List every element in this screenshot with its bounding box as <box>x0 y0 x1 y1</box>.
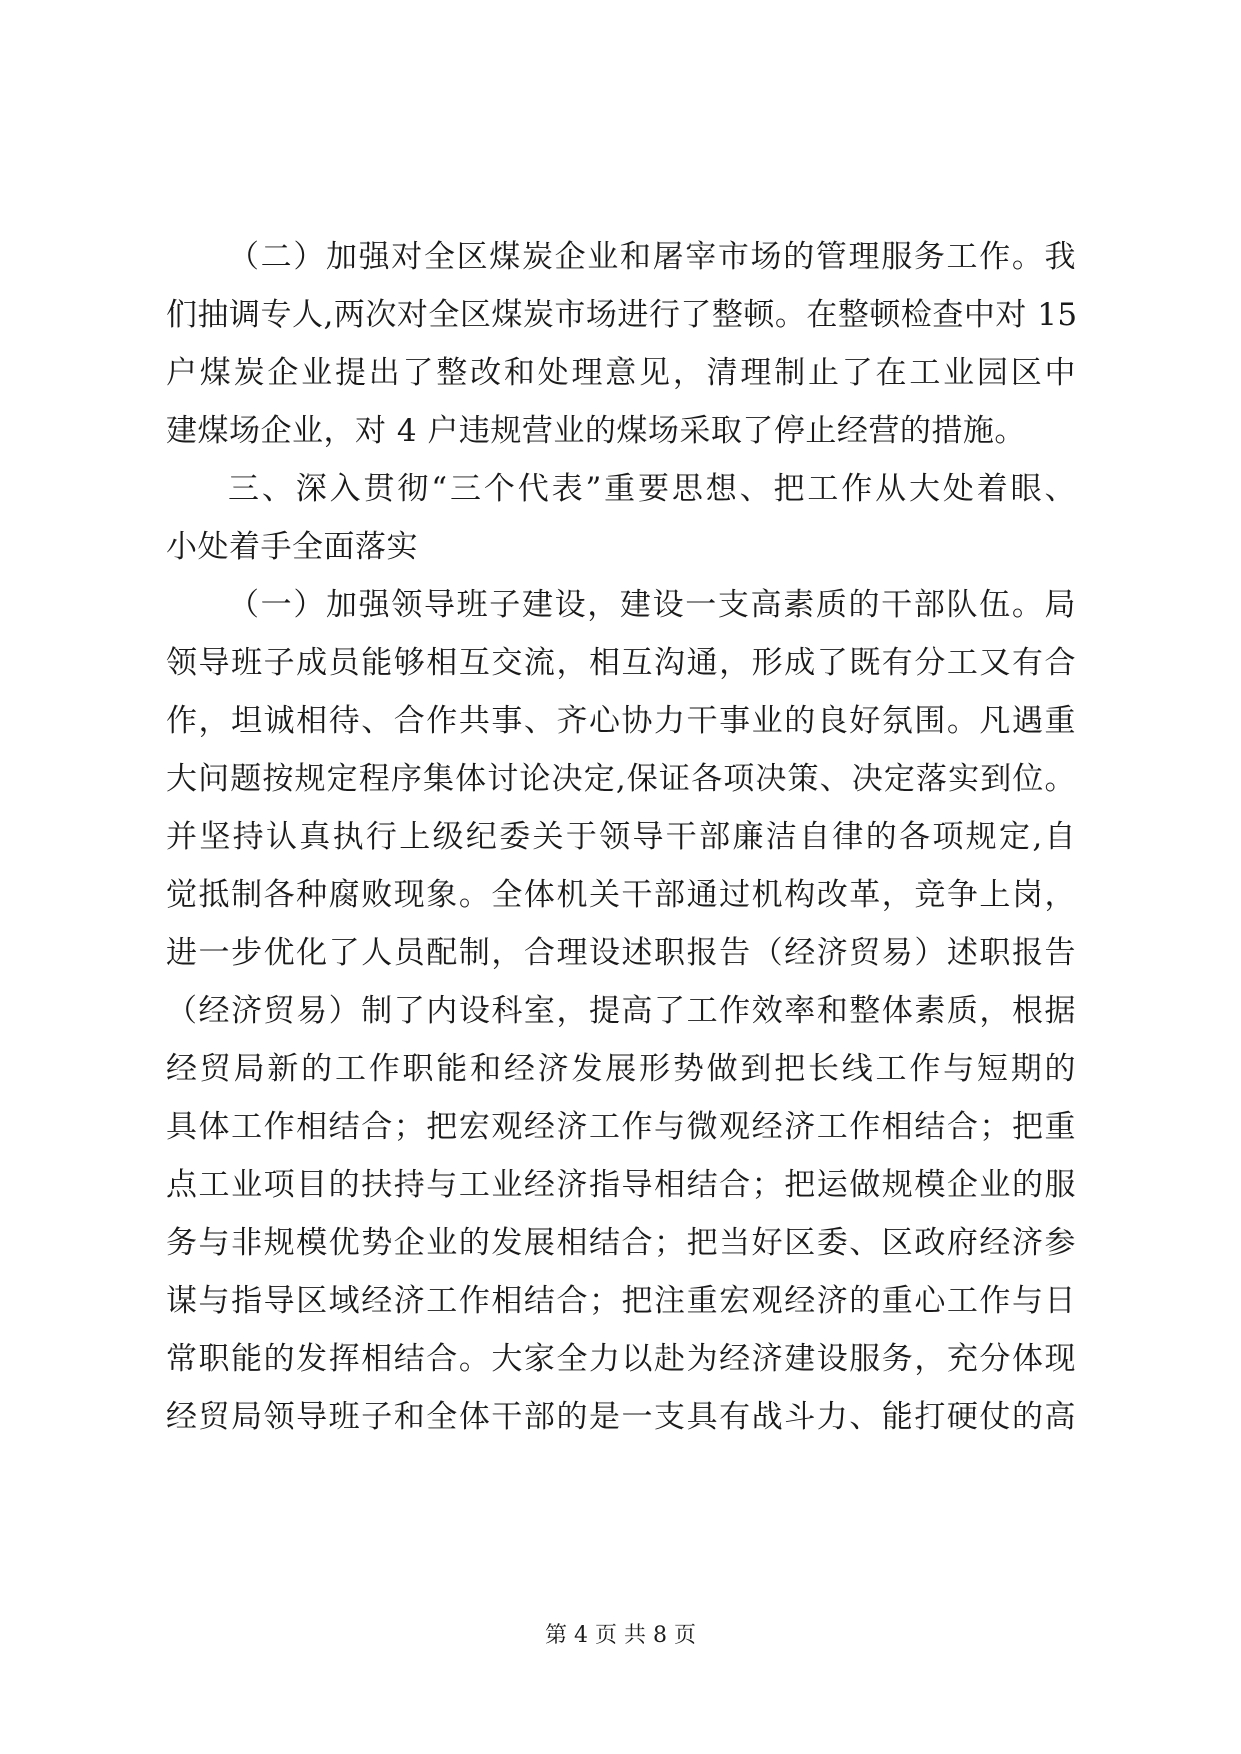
text-line: 具体工作相结合；把宏观经济工作与微观经济工作相结合；把重 <box>166 1109 1076 1145</box>
text-line: 大问题按规定程序集体讨论决定,保证各项决策、决定落实到位。 <box>166 761 1076 797</box>
text-line: 进一步优化了人员配制，合理设述职报告（经济贸易）述职报告 <box>166 935 1076 971</box>
text-line: 务与非规模优势企业的发展相结合；把当好区委、区政府经济参 <box>166 1225 1076 1261</box>
text-line: 三、深入贯彻“三个代表”重要思想、把工作从大处着眼、 <box>228 471 1076 507</box>
text-line: 经贸局领导班子和全体干部的是一支具有战斗力、能打硬仗的高 <box>166 1399 1076 1435</box>
text-line: 领导班子成员能够相互交流，相互沟通，形成了既有分工又有合 <box>166 645 1076 681</box>
text-line: 作，坦诚相待、合作共事、齐心协力干事业的良好氛围。凡遇重 <box>166 703 1076 739</box>
page-footer: 第 4 页 共 8 页 <box>545 1623 696 1648</box>
text-line: 建煤场企业，对 4 户违规营业的煤场采取了停止经营的措施。 <box>166 413 1026 449</box>
text-line: 们抽调专人,两次对全区煤炭市场进行了整顿。在整顿检查中对 15 <box>166 297 1078 333</box>
text-line: （一）加强领导班子建设，建设一支高素质的干部队伍。局 <box>228 587 1076 623</box>
text-line: 并坚持认真执行上级纪委关于领导干部廉洁自律的各项规定,自 <box>166 819 1076 855</box>
text-line: 常职能的发挥相结合。大家全力以赴为经济建设服务，充分体现 <box>166 1341 1076 1377</box>
text-line: 觉抵制各种腐败现象。全体机关干部通过机构改革，竞争上岗， <box>166 877 1076 913</box>
text-line: 经贸局新的工作职能和经济发展形势做到把长线工作与短期的 <box>166 1051 1076 1087</box>
document-body <box>166 228 1076 1446</box>
text-line: （二）加强对全区煤炭企业和屠宰市场的管理服务工作。我 <box>228 239 1076 275</box>
text-line: （经济贸易）制了内设科室，提高了工作效率和整体素质，根据 <box>166 993 1076 1029</box>
text-line: 谋与指导区域经济工作相结合；把注重宏观经济的重心工作与日 <box>166 1283 1076 1319</box>
text-line: 户煤炭企业提出了整改和处理意见，清理制止了在工业园区中 <box>166 355 1076 391</box>
text-line: 小处着手全面落实 <box>166 529 418 565</box>
text-line: 点工业项目的扶持与工业经济指导相结合；把运做规模企业的服 <box>166 1167 1076 1203</box>
